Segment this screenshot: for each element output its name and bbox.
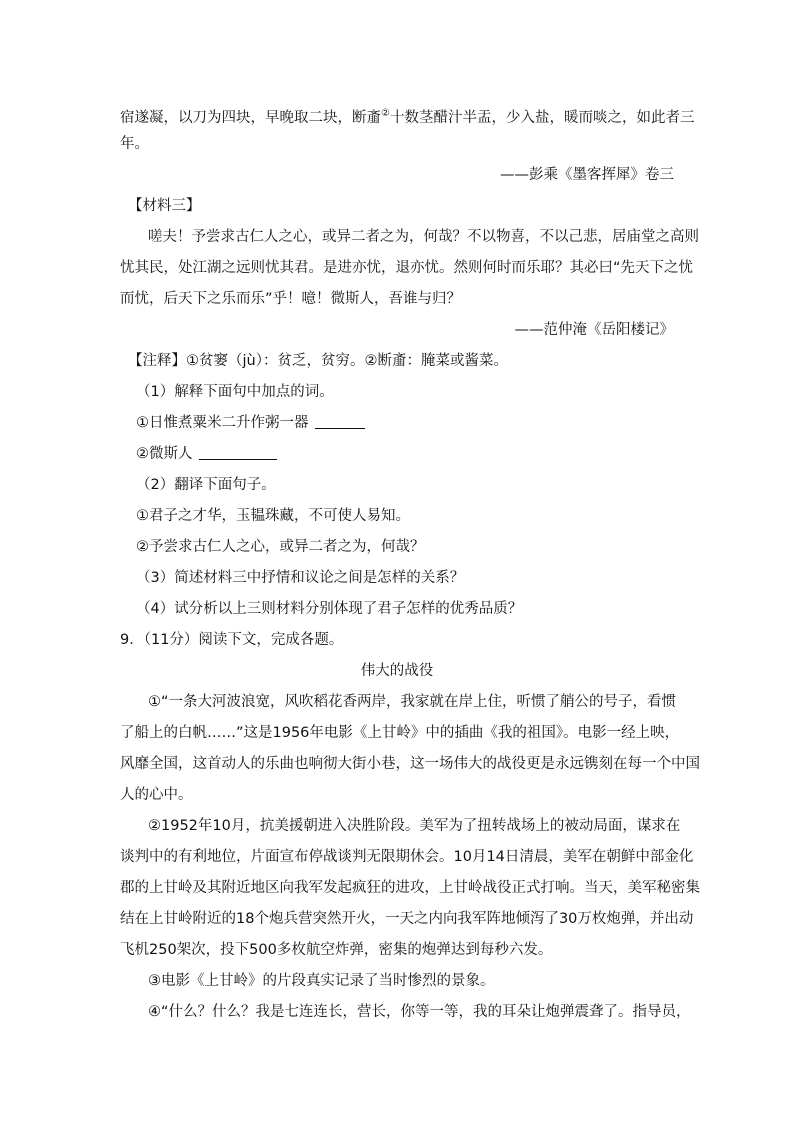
paragraph-line: 谈判中的有利地位，片面宣布停战谈判无限期休会。10月14日清晨，美军在朝鲜中部金化	[120, 849, 694, 865]
paragraph-line: ④“什么？什么？我是七连连长，营长，你等一等，我的耳朵让炮弹震聋了。指导员，	[148, 1004, 691, 1020]
paragraph-line: ①“一条大河波浪宽，风吹稻花香两岸，我家就在岸上住，听惯了艄公的号子，看惯	[148, 694, 677, 710]
answer-blank[interactable]	[199, 445, 277, 460]
article-title: 伟大的战役	[360, 663, 434, 679]
section-heading: 【材料三】	[128, 198, 201, 214]
question-item: ①君子之才华，玉韫珠藏，不可使人易知。	[136, 508, 410, 524]
question-item: ②予尝求古仁人之心，或异二者之为，何哉？	[136, 539, 425, 555]
paragraph-line: 风靡全国，这首动人的乐曲也响彻大街小巷，这一场伟大的战役更是永远镌刻在每一个中国	[120, 756, 700, 772]
answer-blank[interactable]	[315, 414, 365, 429]
line-1a: 宿遂凝，以刀为四块，早晚取二块，断齑	[120, 110, 381, 126]
question-item	[136, 413, 365, 433]
paragraph-line: 人的心中。	[120, 787, 193, 803]
source-attribution: ——彭乘《墨客挥犀》卷三	[500, 167, 674, 183]
text-line: 年。	[120, 136, 149, 152]
paragraph-line: 结在上甘岭附近的18个炮兵营突然开火，一天之内向我军阵地倾泻了30万枚炮弹，并出动	[120, 911, 694, 927]
text-line: 嗟夫！予尝求古仁人之心，或异二者之为，何哉？不以物喜，不以己悲，居庙堂之高则	[148, 229, 699, 245]
text-line: 而忧，后天下之乐而乐”乎！噫！微斯人，吾谁与归？	[120, 291, 462, 307]
text-line: 忧其民，处江湖之远则忧其君。是进亦忧，退亦忧。然则何时而乐耶？其必曰“先天下之忧	[120, 260, 694, 276]
question-item	[136, 444, 277, 464]
question: （4）试分析以上三则材料分别体现了君子怎样的优秀品质？	[136, 601, 523, 617]
paragraph-line: ③电影《上甘岭》的片段真实记录了当时惨烈的景象。	[148, 973, 495, 989]
question-item-text: ②微斯人	[136, 446, 193, 462]
source-attribution: ——范仲淹《岳阳楼记》	[514, 322, 674, 338]
question-header: 9．（11分）阅读下文，完成各题。	[120, 632, 344, 648]
question: （3）简述材料三中抒情和议论之间是怎样的关系？	[136, 570, 465, 586]
question: （2）翻译下面句子。	[136, 477, 276, 493]
annotation: 【注释】①贫窭（jù）：贫乏，贫穷。②断齑：腌菜或酱菜。	[128, 353, 508, 369]
paragraph-line: ②1952年10月，抗美援朝进入决胜阶段。美军为了扭转战场上的被动局面，谋求在	[148, 818, 681, 834]
question: （1）解释下面句中加点的词。	[136, 384, 334, 400]
question-item-text: ①日惟煮粟米二升作粥一器	[136, 415, 309, 431]
paragraph-line: 了船上的白帆……”这是1956年电影《上甘岭》中的插曲《我的祖国》。电影一经上映，	[120, 725, 680, 741]
text-line	[120, 104, 694, 128]
paragraph-line: 飞机250架次，投下500多枚航空炸弹，密集的炮弹达到每秒六发。	[120, 942, 553, 958]
line-1b: 十数茎醋汁半盂，少入盐，暖而啖之，如此者三	[389, 110, 695, 126]
footnote-marker: ②	[381, 108, 390, 119]
paragraph-line: 郡的上甘岭及其附近地区向我军发起疯狂的进攻，上甘岭战役正式打响。当天，美军秘密集	[120, 880, 700, 896]
